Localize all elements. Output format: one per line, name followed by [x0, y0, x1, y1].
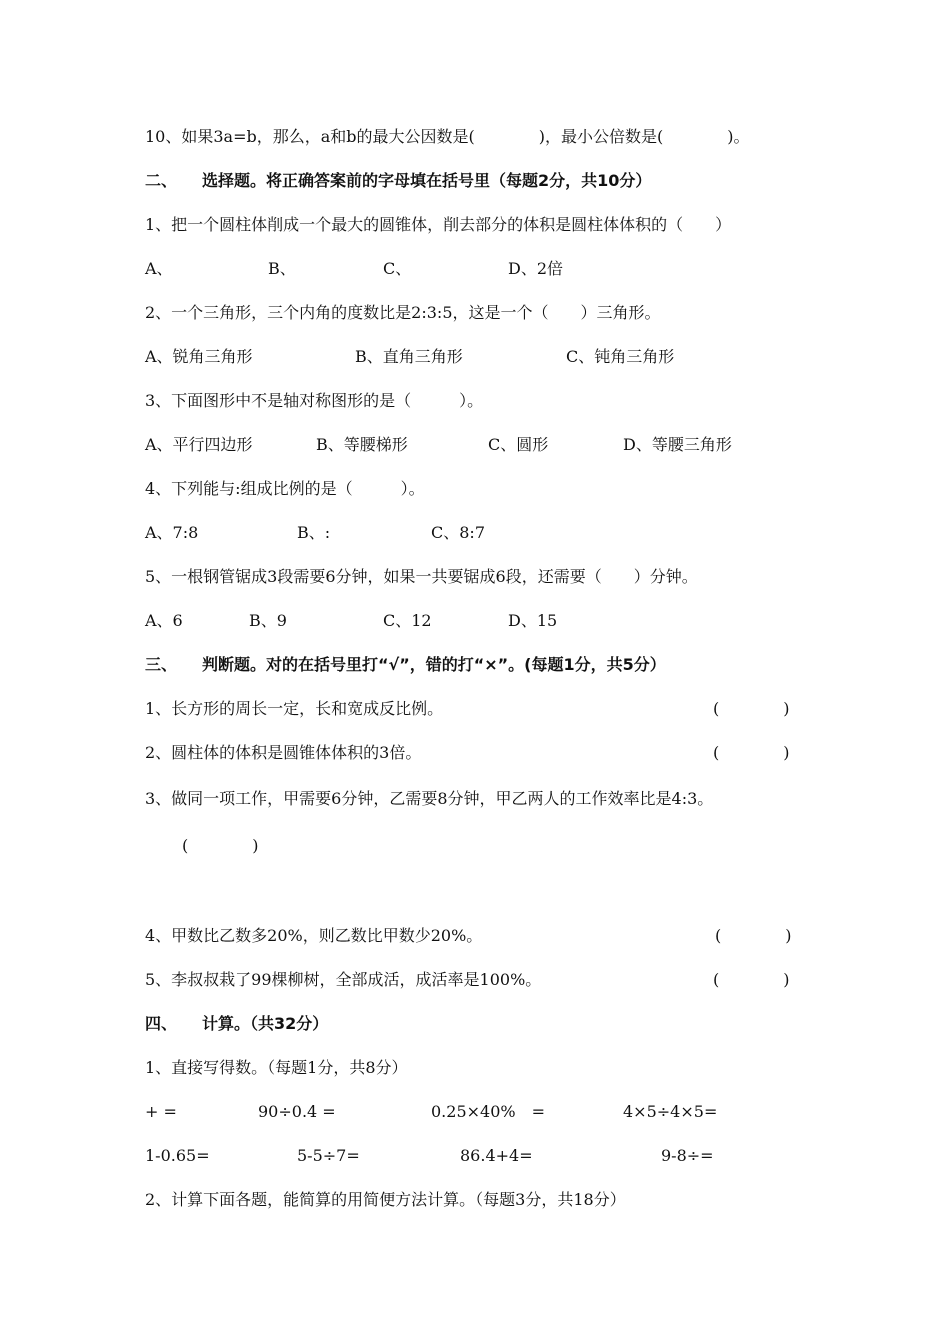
option-a: A、	[145, 259, 173, 278]
section-title: 判断题。对的在括号里打“√”，错的打“×”。(每题1分，共5分）	[202, 655, 666, 674]
calc-item: 90÷0.4 =	[258, 1102, 336, 1121]
judge-item-1: 1、长方形的周长一定，长和宽成反比例。	[145, 699, 444, 718]
choice-question-1: 1、把一个圆柱体削成一个最大的圆锥体，削去部分的体积是圆柱体体积的（ ）	[145, 215, 732, 234]
option-c: C、钝角三角形	[566, 347, 675, 366]
answer-parentheses: ( )	[713, 970, 790, 989]
option-b: B、	[268, 259, 296, 278]
option-d: D、2倍	[508, 259, 564, 278]
option-b: B、直角三角形	[355, 347, 463, 366]
option-c: C、	[383, 259, 412, 278]
section-3-heading	[145, 655, 666, 675]
option-a: A、锐角三角形	[145, 347, 253, 366]
option-b: B、:	[297, 523, 331, 542]
option-a: A、平行四边形	[145, 435, 253, 454]
calc-item: 86.4+4=	[460, 1146, 533, 1165]
judge-item-3: 3、做同一项工作，甲需要6分钟，乙需要8分钟，甲乙两人的工作效率比是4:3。	[145, 789, 714, 808]
section-title: 选择题。将正确答案前的字母填在括号里（每题2分，共10分）	[202, 171, 652, 190]
judge-item-2: 2、圆柱体的体积是圆锥体体积的3倍。	[145, 743, 422, 762]
calc-item: 4×5÷4×5=	[623, 1102, 718, 1121]
calc-item: 5-5÷7=	[297, 1146, 360, 1165]
option-a: A、6	[145, 611, 183, 630]
calc-item: 9-8÷=	[661, 1146, 714, 1165]
choice-question-3: 3、下面图形中不是轴对称图形的是（ ）。	[145, 391, 484, 410]
answer-parentheses: ( )	[713, 699, 790, 718]
option-c: C、圆形	[488, 435, 549, 454]
choice-question-4: 4、下列能与:组成比例的是（ ）。	[145, 479, 425, 498]
calc-item: 1-0.65=	[145, 1146, 210, 1165]
section-number: 三、	[145, 655, 178, 674]
choice-question-5: 5、一根钢管锯成3段需要6分钟，如果一共要锯成6段，还需要（ ）分钟。	[145, 567, 698, 586]
judge-item-4: 4、甲数比乙数多20%，则乙数比甲数少20%。	[145, 926, 483, 945]
question-10: 10、如果3a=b，那么，a和b的最大公因数是( )，最小公倍数是( )。	[145, 127, 750, 146]
section-number: 四、	[145, 1014, 178, 1033]
calc-item: + =	[145, 1102, 177, 1121]
calc-subsection-1: 1、直接写得数。（每题1分，共8分）	[145, 1058, 408, 1077]
choice-question-2: 2、一个三角形，三个内角的度数比是2:3:5，这是一个（ ）三角形。	[145, 303, 661, 322]
answer-parentheses: ( )	[182, 836, 259, 855]
answer-parentheses: ( )	[715, 926, 792, 945]
section-4-heading	[145, 1014, 328, 1034]
option-b: B、9	[249, 611, 287, 630]
calc-subsection-2: 2、计算下面各题，能简算的用简便方法计算。（每题3分，共18分）	[145, 1190, 626, 1209]
section-title: 计算。（共32分）	[202, 1014, 329, 1033]
section-2-heading	[145, 171, 651, 191]
option-d: D、等腰三角形	[623, 435, 732, 454]
answer-parentheses: ( )	[713, 743, 790, 762]
judge-item-5: 5、李叔叔栽了99棵柳树，全部成活，成活率是100%。	[145, 970, 542, 989]
calc-item: 0.25×40% =	[431, 1102, 546, 1121]
section-number: 二、	[145, 171, 178, 190]
option-a: A、7:8	[145, 523, 199, 542]
option-d: D、15	[508, 611, 558, 630]
option-c: C、8:7	[431, 523, 485, 542]
option-b: B、等腰梯形	[316, 435, 408, 454]
option-c: C、12	[383, 611, 432, 630]
